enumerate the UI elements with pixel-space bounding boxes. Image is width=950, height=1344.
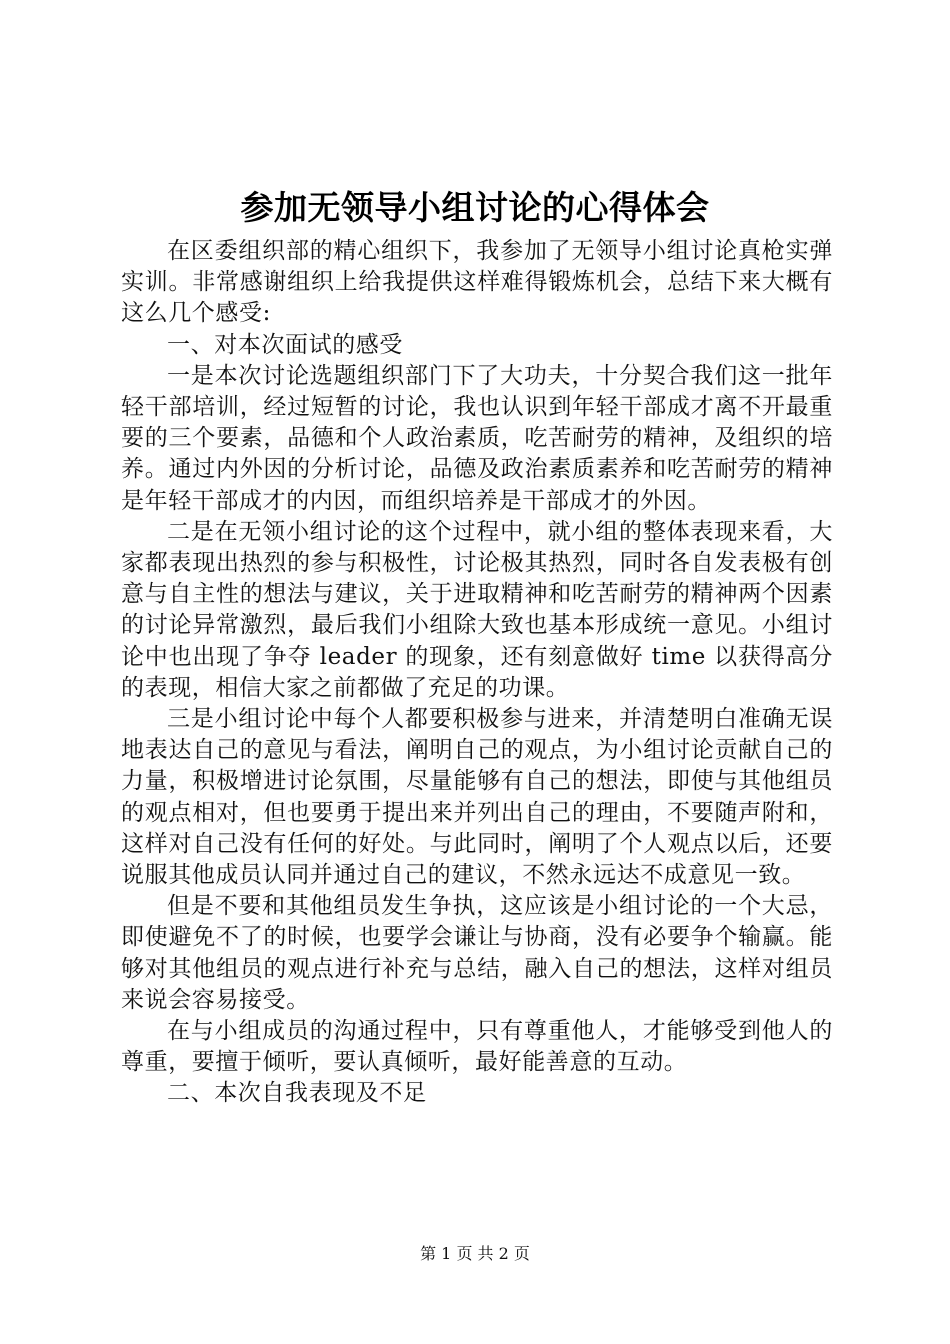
section-heading-1: 一、对本次面试的感受 <box>167 331 403 358</box>
document-title: 参加无领导小组讨论的心得体会 <box>240 188 710 227</box>
paragraph-intro: 在区委组织部的精心组织下，我参加了无领导小组讨论真枪实弹实训。非常感谢组织上给我提供这样难得锻炼机会，总结下来大概有这么几个感受: <box>121 238 833 327</box>
paragraph-caution: 但是不要和其他组员发生争执，这应该是小组讨论的一个大忌，即使避免不了的时候，也要学会谦让与协商，没有必要争个输赢。能够对其他组员的观点进行补充与总结，融入自己的想法，这样对组员来说会容易接受。 <box>121 893 833 1013</box>
document-body <box>121 236 833 1110</box>
paragraph-point-1: 一是本次讨论选题组织部门下了大功夫，十分契合我们这一批年轻干部培训，经过短暂的讨论，我也认识到年轻干部成才离不开最重要的三个要素，品德和个人政治素质，吃苦耐劳的精神，及组织的培养。通过内外因的分析讨论，品德及政治素质素养和吃苦耐劳的精神是年轻干部成才的内因，而组织培养是干部成才的外因。 <box>121 362 833 514</box>
paragraph-point-3: 三是小组讨论中每个人都要积极参与进来，并清楚明白准确无误地表达自己的意见与看法，阐明自己的观点，为小组讨论贡献自己的力量，积极增进讨论氛围，尽量能够有自己的想法，即使与其他组员的观点相对，但也要勇于提出来并列出自己的理由，不要随声附和，这样对自己没有任何的好处。与此同时，阐明了个人观点以后，还要说服其他成员认同并通过自己的建议，不然永远达不成意见一致。 <box>121 706 833 889</box>
page-footer: 第 1 页 共 2 页 <box>420 1244 530 1263</box>
paragraph-point-2: 二是在无领小组讨论的这个过程中，就小组的整体表现来看，大家都表现出热烈的参与积极性，讨论极其热烈，同时各自发表极有创意与自主性的想法与建议，关于进取精神和吃苦耐劳的精神两个因素的讨论异常激烈，最后我们小组除大致也基本形成统一意见。小组讨论中也出现了争夺 leader 的现象，还有刻意做好 time 以获得高分的表现，相信大家之前都做了充足的功课。 <box>121 518 833 701</box>
paragraph-respect: 在与小组成员的沟通过程中，只有尊重他人，才能够受到他人的尊重，要擅于倾听，要认真倾听，最好能善意的互动。 <box>121 1018 833 1076</box>
section-heading-2: 二、本次自我表现及不足 <box>167 1080 427 1107</box>
